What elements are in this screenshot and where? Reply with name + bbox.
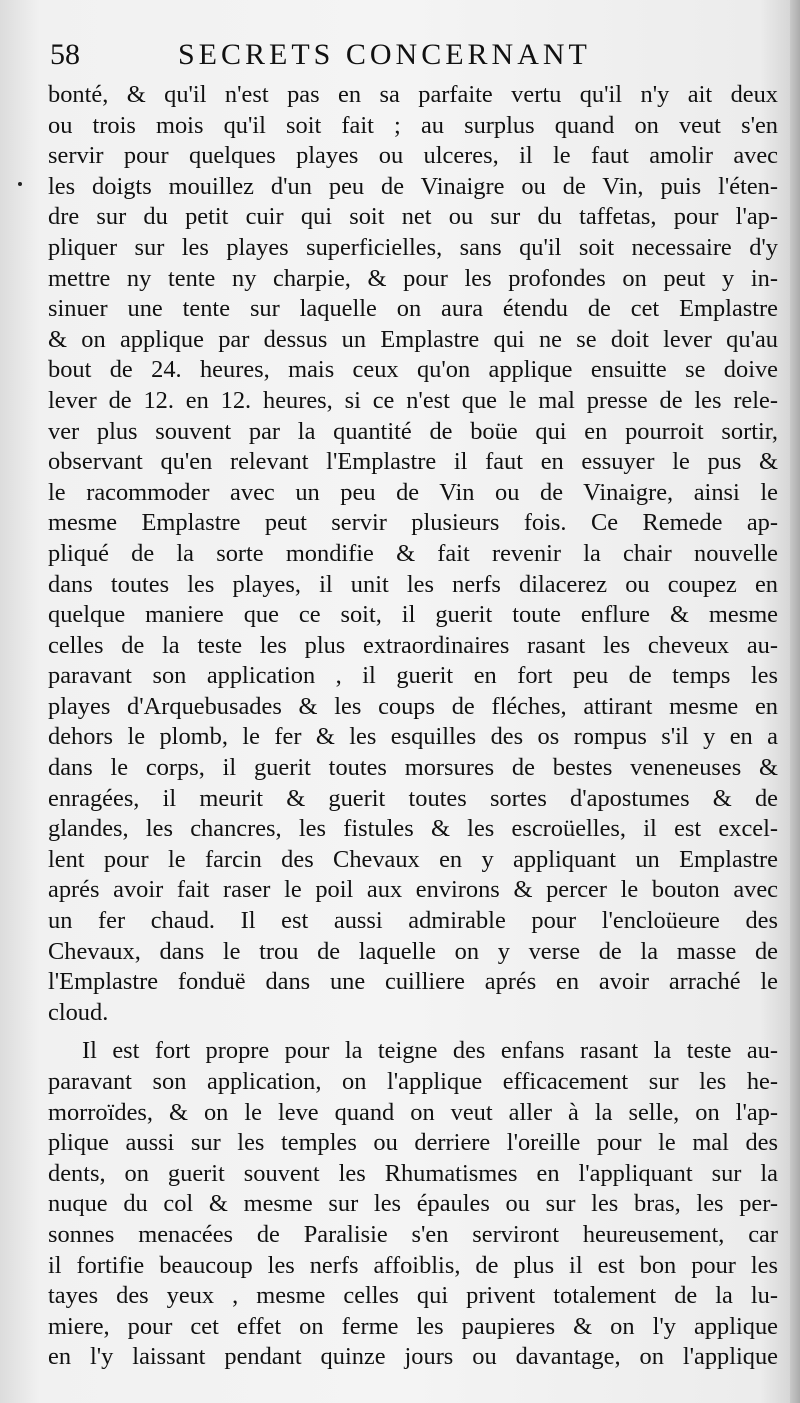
text-line: celles de la teste les plus extraordinaires rasant les cheveux au- (48, 631, 778, 659)
text-line: quelque maniere que ce soit, il guerit toute enflure & mesme (48, 601, 778, 629)
text-line: paravant son application , il guerit en fort peu de temps les (48, 662, 778, 690)
text-block (48, 80, 778, 1373)
text-line: Chevaux, dans le trou de laquelle on y verse de la masse de (48, 937, 778, 965)
text-line: plique aussi sur les temples ou derriere l'oreille pour le mal des (48, 1129, 778, 1157)
text-line: l'Emplastre fonduë dans une cuilliere aprés en avoir arraché le (48, 968, 778, 996)
text-line: sinuer une tente sur laquelle on aura étendu de cet Emplastre (48, 295, 778, 323)
text-line: servir pour quelques playes ou ulceres, il le faut amolir avec (48, 142, 778, 170)
text-line: le racommoder avec un peu de Vin ou de Vinaigre, ainsi le (48, 478, 778, 506)
text-line: glandes, les chancres, les fistules & les escroüelles, il est excel- (48, 815, 778, 843)
text-line: il fortifie beaucoup les nerfs affoiblis, de plus il est bon pour les (48, 1251, 778, 1279)
text-line: pliqué de la sorte mondifie & fait revenir la chair nouvelle (48, 539, 778, 567)
text-line: cloud. (48, 998, 109, 1026)
text-line: dans toutes les playes, il unit les nerfs dilacerez ou coupez en (48, 570, 778, 598)
paragraph-1 (48, 80, 778, 1028)
text-line: ver plus souvent par la quantité de boüe qui en pourroit sortir, (48, 417, 778, 445)
text-line: pliquer sur les playes superficielles, sans qu'il soit necessaire d'y (48, 233, 778, 261)
text-line: miere, pour cet effet on ferme les paupieres & on l'y applique (48, 1312, 778, 1340)
running-head (50, 36, 770, 76)
running-title: SECRETS CONCERNANT (178, 38, 591, 71)
text-line: dents, on guerit souvent les Rhumatismes en l'appliquant sur la (48, 1159, 778, 1187)
text-line: ou trois mois qu'il soit fait ; au surplus quand on veut s'en (48, 111, 778, 139)
text-line: paravant son application, on l'applique efficacement sur les he- (48, 1068, 778, 1095)
text-line: tayes des yeux , mesme celles qui privent totalement de la lu- (48, 1282, 778, 1310)
text-line: les doigts mouillez d'un peu de Vinaigre ou de Vin, puis l'éten- (48, 172, 778, 200)
text-line: enragées, il meurit & guerit toutes sortes d'apostumes & de (48, 784, 778, 812)
text-line: bonté, & qu'il n'est pas en sa parfaite vertu qu'il n'y ait deux (48, 81, 778, 108)
text-line: mettre ny tente ny charpie, & pour les profondes on peut y in- (48, 264, 778, 292)
text-line: aprés avoir fait raser le poil aux environs & percer le bouton avec (48, 876, 778, 904)
text-line: & on applique par dessus un Emplastre qui ne se doit lever qu'au (48, 325, 778, 353)
text-line: en l'y laissant pendant quinze jours ou davantage, on l'applique (48, 1343, 778, 1371)
margin-mark (18, 182, 22, 186)
paragraph-gap (48, 1028, 778, 1036)
text-line: playes d'Arquebusades & les coups de fléches, attirant mesme en (48, 692, 778, 720)
text-line: morroïdes, & on le leve quand on veut aller à la selle, on l'ap- (48, 1098, 778, 1126)
text-line: mesme Emplastre peut servir plusieurs fois. Ce Remede ap- (48, 509, 778, 537)
text-line: Il est fort propre pour la teigne des enfans rasant la teste au- (82, 1037, 778, 1065)
paragraph-2 (48, 1036, 778, 1373)
text-line: nuque du col & mesme sur les épaules ou sur les bras, les per- (48, 1190, 778, 1218)
text-line: bout de 24. heures, mais ceux qu'on applique ensuitte se doive (48, 356, 778, 384)
text-line: un fer chaud. Il est aussi admirable pour l'encloüeure des (48, 907, 778, 935)
text-line: dans le corps, il guerit toutes morsures de bestes veneneuses & (48, 754, 778, 782)
page-number: 58 (50, 38, 80, 71)
text-line: lent pour le farcin des Chevaux en y appliquant un Emplastre (48, 845, 778, 873)
text-line: observant qu'en relevant l'Emplastre il faut en essuyer le pus & (48, 448, 778, 476)
text-line: dehors le plomb, le fer & les esquilles des os rompus s'il y en a (48, 723, 778, 751)
text-line: sonnes menacées de Paralisie s'en serviront heureusement, car (48, 1220, 778, 1248)
text-line: dre sur du petit cuir qui soit net ou sur du taffetas, pour l'ap- (48, 203, 778, 231)
page-edge-shadow (790, 0, 800, 1403)
text-line: lever de 12. en 12. heures, si ce n'est que le mal presse de les rele- (48, 386, 778, 414)
